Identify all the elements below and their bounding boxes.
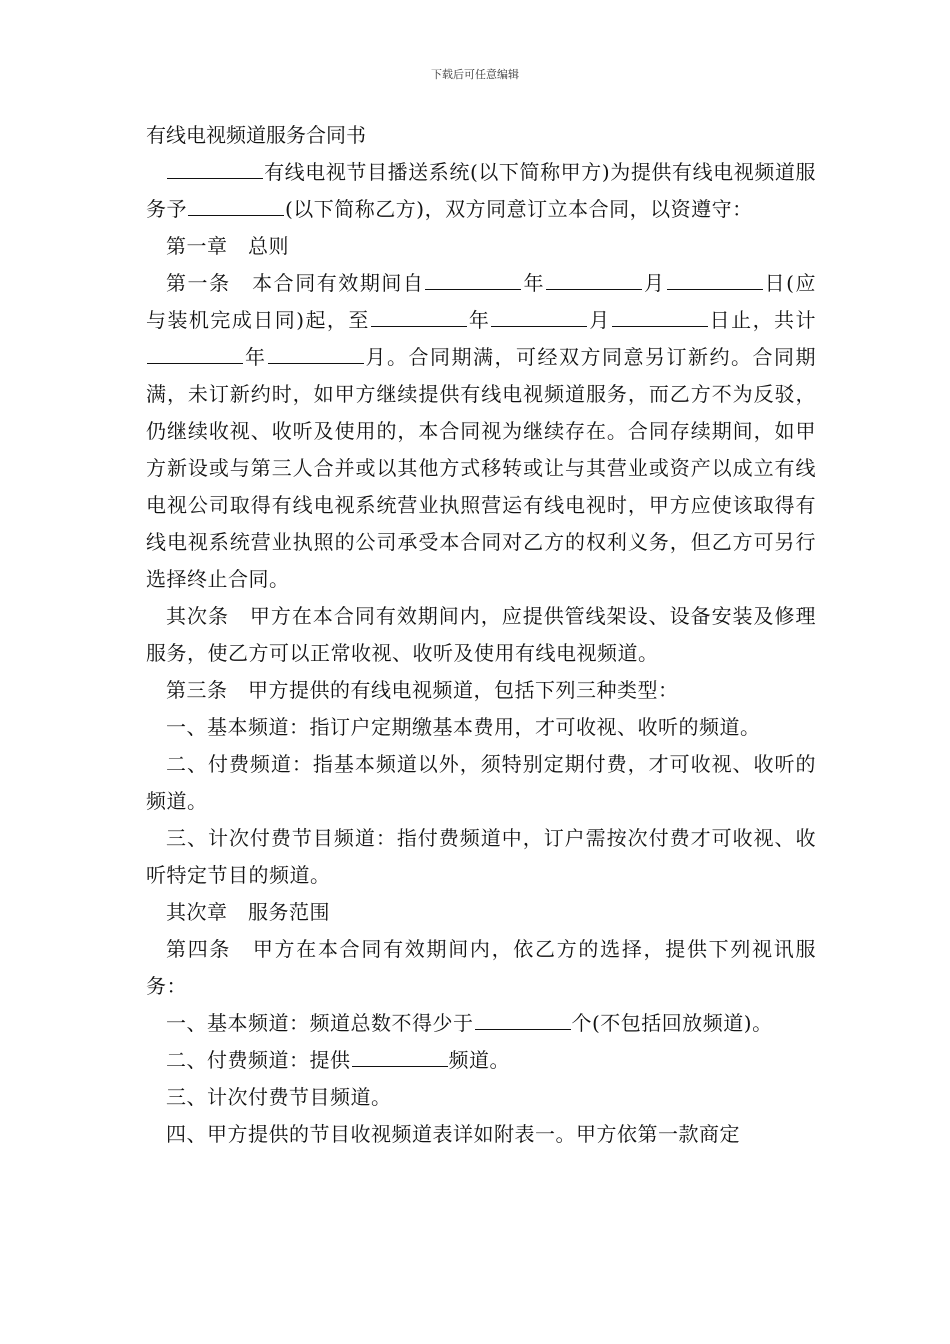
- paragraph-text: 二、付费频道：提供: [166, 1048, 351, 1072]
- document-title: 有线电视频道服务合同书: [146, 123, 366, 147]
- fill-in-blank: [167, 158, 263, 179]
- paragraph-text: 三、计次付费节目频道。: [166, 1085, 392, 1109]
- paragraph-text: 其次条 甲方在本合同有效期间内，应提供管线架设、设备安装及修理服务，使乙方可以正常收视、收听及使用有线电视频道。: [146, 604, 816, 665]
- fill-in-blank: [147, 343, 243, 364]
- paragraph-text: 一、基本频道：指订户定期缴基本费用，才可收视、收听的频道。: [166, 715, 761, 739]
- paragraph-text: 第四条 甲方在本合同有效期间内，依乙方的选择，提供下列视讯服务：: [146, 937, 816, 998]
- paragraph-text: 三、计次付费节目频道：指付费频道中，订户需按次付费才可收视、收听特定节目的频道。: [146, 826, 816, 887]
- paragraph-text: 第一章 总则: [166, 234, 289, 258]
- paragraph-p11: [146, 1005, 816, 1042]
- fill-in-blank: [475, 1009, 571, 1030]
- paragraph-p1: [146, 154, 816, 228]
- paragraph-text: 月: [643, 271, 666, 295]
- fill-in-blank: [667, 269, 763, 290]
- paragraph-text: 年: [244, 345, 267, 369]
- paragraph-text: 二、付费频道：指基本频道以外，须特别定期付费，才可收视、收听的频道。: [146, 752, 816, 813]
- paragraph-list: [146, 154, 816, 1153]
- paragraph-p8: [146, 820, 816, 894]
- document-body: [146, 116, 816, 1153]
- fill-in-blank: [268, 343, 364, 364]
- paragraph-p10: [146, 931, 816, 1005]
- paragraph-text: 月。合同期满，可经双方同意另订新约。合同期满，未订新约时，如甲方继续提供有线电视频道服务，而乙方不为反驳，仍继续收视、收听及使用的，本合同视为继续存在。合同存续期间，如甲方新设或与第三人合并或以其他方式移转或让与其营业或资产以成立有线电视公司取得有线电视系统营业执照营运有线电视时，甲方应使该取得有线电视系统营业执照的公司承受本合同对乙方的权利义务，但乙方可另行选择终止合同。: [146, 345, 816, 591]
- fill-in-blank: [546, 269, 642, 290]
- paragraph-text: 第三条 甲方提供的有线电视频道，包括下列三种类型：: [166, 678, 679, 702]
- paragraph-text: 频道。: [448, 1048, 510, 1072]
- paragraph-text: 其次章 服务范围: [166, 900, 330, 924]
- page-header: 下载后可任意编辑: [431, 68, 519, 81]
- paragraph-text: 一、基本频道：频道总数不得少于: [166, 1011, 474, 1035]
- paragraph-text: (以下简称乙方)，双方同意订立本合同，以资遵守：: [285, 197, 753, 221]
- paragraph-p6: [146, 709, 816, 746]
- paragraph-text: 年: [522, 271, 546, 295]
- paragraph-p9: [146, 894, 816, 931]
- paragraph-p12: [146, 1042, 816, 1079]
- paragraph-p2: [146, 228, 816, 265]
- fill-in-blank: [371, 306, 467, 327]
- paragraph-p7: [146, 746, 816, 820]
- paragraph-text: 个(不包括回放频道)。: [571, 1011, 773, 1035]
- paragraph-text: 年: [467, 308, 491, 332]
- paragraph-p3: [146, 265, 816, 598]
- paragraph-p4: [146, 598, 816, 672]
- fill-in-blank: [491, 306, 587, 327]
- fill-in-blank: [188, 195, 284, 216]
- paragraph-text: 第一条 本合同有效期间自: [166, 271, 425, 295]
- fill-in-blank: [352, 1046, 448, 1067]
- paragraph-text: 日(应与装机完成日同)起，至: [146, 271, 817, 332]
- paragraph-p5: [146, 672, 816, 709]
- fill-in-blank: [612, 306, 708, 327]
- paragraph-text: 有线电视节目播送系统(以下简称甲方)为提供有线电视频道服务予: [146, 160, 816, 221]
- fill-in-blank: [425, 269, 521, 290]
- paragraph-text: 日止，共计: [708, 308, 817, 332]
- paragraph-text: 四、甲方提供的节目收视频道表详如附表一。甲方依第一款商定: [166, 1122, 740, 1146]
- paragraph-p14: [146, 1116, 816, 1153]
- paragraph-p13: [146, 1079, 816, 1116]
- paragraph-text: 月: [588, 308, 611, 332]
